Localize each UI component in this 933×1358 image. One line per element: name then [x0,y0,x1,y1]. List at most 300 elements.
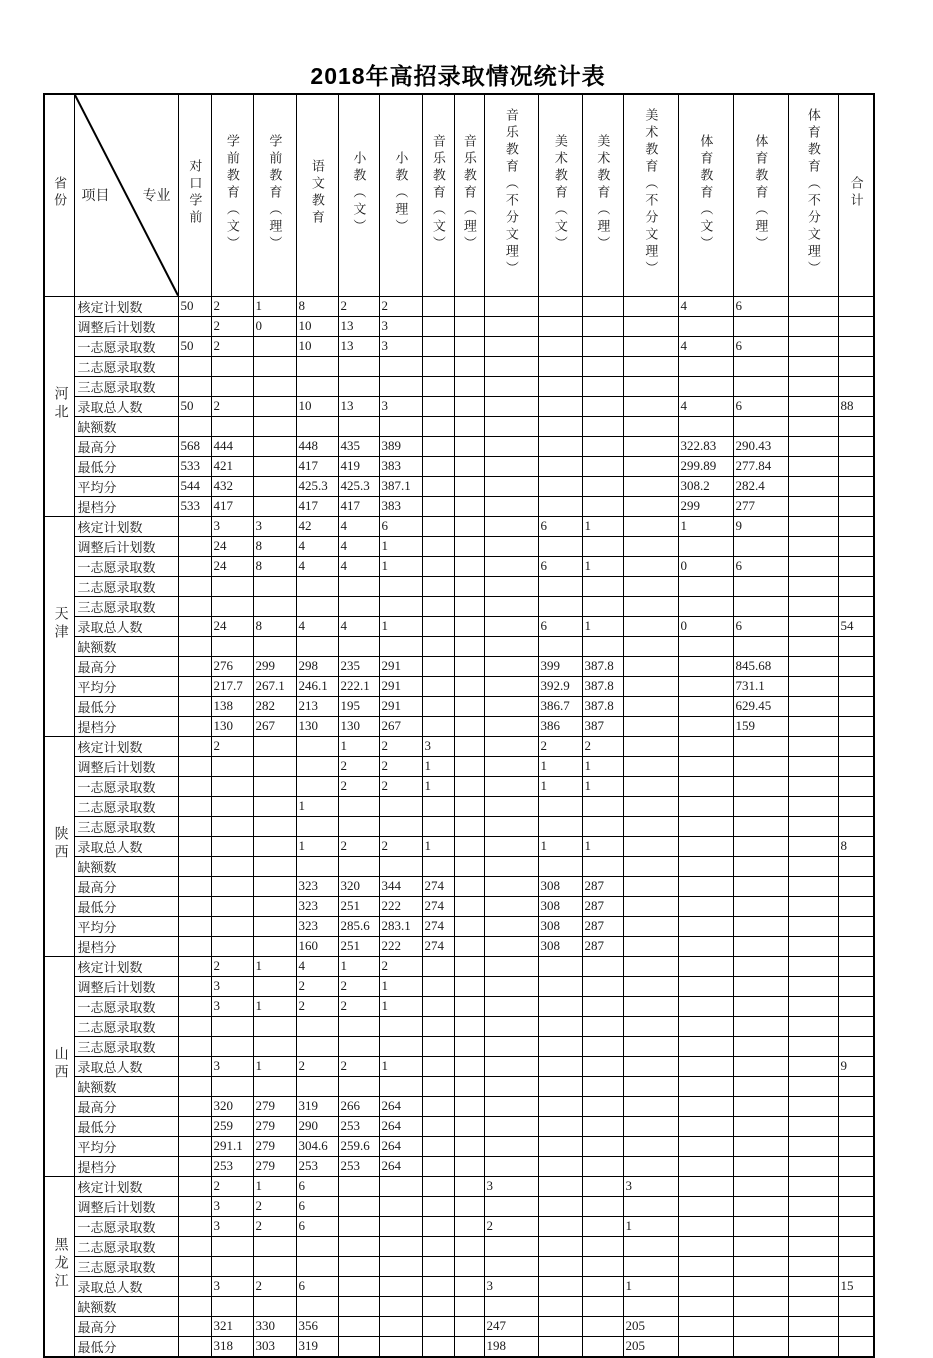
value-cell [623,1136,678,1156]
value-cell [484,716,538,736]
page-title: 2018年高招录取情况统计表 [310,63,606,89]
value-cell [379,576,422,596]
value-cell: 4 [296,956,338,976]
value-cell [678,1216,733,1236]
value-cell: 4 [678,396,733,416]
column-header: 美术教育（不分文理） [623,94,678,296]
value-cell [733,836,788,856]
value-cell [678,856,733,876]
value-cell [623,856,678,876]
value-cell [454,936,484,956]
value-cell [623,436,678,456]
value-cell [178,656,211,676]
table-row [44,656,874,676]
value-cell: 3 [211,1276,253,1296]
value-cell [211,576,253,596]
value-cell [788,856,838,876]
value-cell [838,876,874,896]
value-cell: 10 [296,336,338,356]
value-cell [538,1136,582,1156]
table-row [44,536,874,556]
value-cell [733,1296,788,1316]
value-cell [422,1276,454,1296]
column-header: 体育教育（不分文理） [788,94,838,296]
value-cell [538,1236,582,1256]
value-cell [484,736,538,756]
value-cell [582,1136,623,1156]
value-cell [454,456,484,476]
value-cell [178,936,211,956]
value-cell: 0 [253,316,296,336]
row-label: 三志愿录取数 [74,816,178,836]
value-cell [788,956,838,976]
value-cell: 308 [538,896,582,916]
value-cell [733,1116,788,1136]
value-cell [422,1056,454,1076]
value-cell [788,616,838,636]
value-cell [253,896,296,916]
value-cell [678,716,733,736]
value-cell [422,516,454,536]
value-cell [623,296,678,316]
value-cell [582,856,623,876]
value-cell: 2 [338,776,379,796]
value-cell: 2 [211,316,253,336]
value-cell [623,1056,678,1076]
value-cell [838,476,874,496]
row-label: 最高分 [74,1096,178,1116]
value-cell [838,1256,874,1276]
value-cell [838,436,874,456]
value-cell [454,1256,484,1276]
table-row [44,456,874,476]
value-cell [838,296,874,316]
value-cell [454,696,484,716]
value-cell: 419 [338,456,379,476]
row-label: 调整后计划数 [74,316,178,336]
value-cell [678,356,733,376]
value-cell [788,416,838,436]
table-row [44,476,874,496]
value-cell [178,516,211,536]
value-cell [211,816,253,836]
value-cell: 4 [678,296,733,316]
value-cell [454,756,484,776]
value-cell [838,1316,874,1336]
value-cell [454,516,484,536]
row-label: 二志愿录取数 [74,356,178,376]
value-cell [422,716,454,736]
value-cell: 291 [379,696,422,716]
value-cell [788,1016,838,1036]
value-cell [379,1236,422,1256]
value-cell [623,356,678,376]
value-cell [582,1276,623,1296]
value-cell [733,736,788,756]
value-cell [422,376,454,396]
value-cell [538,1336,582,1357]
value-cell: 2 [296,996,338,1016]
table-row [44,856,874,876]
value-cell [733,1156,788,1176]
value-cell [178,1256,211,1276]
value-cell [678,316,733,336]
value-cell [623,496,678,516]
value-cell: 3 [211,1056,253,1076]
value-cell [678,1156,733,1176]
value-cell: 399 [538,656,582,676]
value-cell [484,776,538,796]
value-cell: 264 [379,1096,422,1116]
value-cell: 533 [178,456,211,476]
table-row [44,696,874,716]
value-cell [733,916,788,936]
header-row [44,94,874,296]
value-cell [538,796,582,816]
value-cell [788,896,838,916]
value-cell [538,376,582,396]
value-cell [678,996,733,1016]
value-cell [178,1076,211,1096]
value-cell: 6 [733,616,788,636]
value-cell: 3 [422,736,454,756]
corner-item-label: 项目 [81,189,110,205]
table-row [44,516,874,536]
value-cell [484,616,538,636]
row-label: 提档分 [74,936,178,956]
value-cell: 2 [296,1056,338,1076]
value-cell [338,356,379,376]
value-cell [582,456,623,476]
value-cell [379,796,422,816]
value-cell: 253 [338,1156,379,1176]
value-cell: 568 [178,436,211,456]
value-cell [623,416,678,436]
value-cell: 3 [211,516,253,536]
value-cell [538,576,582,596]
value-cell [253,1036,296,1056]
value-cell [788,296,838,316]
value-cell [338,1216,379,1236]
value-cell [788,596,838,616]
row-label: 一志愿录取数 [74,996,178,1016]
value-cell: 2 [484,1216,538,1236]
value-cell: 4 [338,536,379,556]
row-label: 录取总人数 [74,1056,178,1076]
value-cell: 4 [296,536,338,556]
value-cell: 24 [211,556,253,576]
value-cell [538,1196,582,1216]
value-cell [582,476,623,496]
value-cell [678,1036,733,1056]
value-cell [623,516,678,536]
row-label: 录取总人数 [74,836,178,856]
value-cell [253,356,296,376]
value-cell [838,716,874,736]
table-row [44,916,874,936]
value-cell [484,576,538,596]
value-cell: 138 [211,696,253,716]
value-cell [484,296,538,316]
table-row [44,1276,874,1296]
value-cell [178,876,211,896]
value-cell: 8 [296,296,338,316]
value-cell [211,1236,253,1256]
value-cell: 1 [253,1056,296,1076]
value-cell [178,1196,211,1216]
value-cell [454,1016,484,1036]
value-cell [538,856,582,876]
value-cell: 4 [338,516,379,536]
value-cell [454,876,484,896]
value-cell: 2 [582,736,623,756]
value-cell [788,996,838,1016]
value-cell: 24 [211,536,253,556]
value-cell: 205 [623,1316,678,1336]
value-cell [422,1296,454,1316]
value-cell [211,1256,253,1276]
value-cell [582,1076,623,1096]
value-cell [582,576,623,596]
value-cell [484,416,538,436]
value-cell: 217.7 [211,676,253,696]
value-cell: 279 [253,1116,296,1136]
row-label: 最高分 [74,1316,178,1336]
value-cell [454,856,484,876]
table-row [44,356,874,376]
value-cell [422,1136,454,1156]
value-cell [422,1096,454,1116]
table-row [44,956,874,976]
value-cell [788,496,838,516]
value-cell [422,1196,454,1216]
value-cell [582,976,623,996]
value-cell [733,1196,788,1216]
value-cell [733,1316,788,1336]
value-cell [788,1296,838,1316]
value-cell [338,796,379,816]
value-cell [623,1156,678,1176]
value-cell [678,696,733,716]
value-cell: 283.1 [379,916,422,936]
value-cell: 3 [484,1176,538,1196]
value-cell [484,596,538,616]
value-cell [788,376,838,396]
value-cell [678,1316,733,1336]
value-cell [838,536,874,556]
value-cell [678,956,733,976]
value-cell [484,476,538,496]
value-cell: 247 [484,1316,538,1336]
table-row [44,1256,874,1276]
value-cell [623,1256,678,1276]
row-label: 缺额数 [74,416,178,436]
value-cell [838,656,874,676]
value-cell: 323 [296,876,338,896]
value-cell [788,1156,838,1176]
value-cell: 3 [484,1276,538,1296]
value-cell [733,956,788,976]
value-cell: 425.3 [296,476,338,496]
value-cell [582,316,623,336]
table-row [44,436,874,456]
row-label: 二志愿录取数 [74,1016,178,1036]
value-cell [253,336,296,356]
row-label: 三志愿录取数 [74,596,178,616]
value-cell: 308 [538,936,582,956]
value-cell [422,816,454,836]
value-cell: 3 [379,316,422,336]
value-cell [582,1236,623,1256]
value-cell: 421 [211,456,253,476]
value-cell: 282.4 [733,476,788,496]
value-cell [454,396,484,416]
value-cell [211,776,253,796]
value-cell: 386.7 [538,696,582,716]
value-cell [178,356,211,376]
value-cell [623,1096,678,1116]
value-cell [838,336,874,356]
value-cell [379,1296,422,1316]
value-cell [582,296,623,316]
value-cell [178,1136,211,1156]
value-cell [422,856,454,876]
value-cell: 2 [253,1216,296,1236]
value-cell [253,776,296,796]
value-cell [838,556,874,576]
value-cell: 3 [211,976,253,996]
value-cell [582,1216,623,1236]
value-cell [582,356,623,376]
value-cell [454,1116,484,1136]
value-cell: 3 [379,336,422,356]
value-cell: 344 [379,876,422,896]
value-cell [253,576,296,596]
table-row [44,396,874,416]
value-cell [582,396,623,416]
value-cell [788,436,838,456]
value-cell [838,976,874,996]
value-cell [788,316,838,336]
value-cell [733,1236,788,1256]
value-cell: 291 [379,656,422,676]
row-label: 缺额数 [74,636,178,656]
table-row [44,996,874,1016]
value-cell [178,616,211,636]
value-cell [484,1236,538,1256]
value-cell [379,1276,422,1296]
value-cell [733,1216,788,1236]
value-cell [838,1196,874,1216]
value-cell [454,1196,484,1216]
row-label: 平均分 [74,1136,178,1156]
row-label: 缺额数 [74,856,178,876]
value-cell: 417 [296,496,338,516]
value-cell [623,676,678,696]
value-cell [538,436,582,456]
value-cell [678,576,733,596]
column-header: 音乐教育（文） [422,94,454,296]
value-cell [733,1036,788,1056]
value-cell [178,1296,211,1316]
value-cell [678,1076,733,1096]
value-cell [838,856,874,876]
value-cell [623,556,678,576]
value-cell [538,496,582,516]
value-cell [733,876,788,896]
value-cell [678,1056,733,1076]
value-cell: 10 [296,396,338,416]
value-cell [733,636,788,656]
value-cell [454,576,484,596]
value-cell [422,416,454,436]
value-cell [838,1296,874,1316]
value-cell: 2 [379,776,422,796]
column-header: 体育教育（文） [678,94,733,296]
column-header: 音乐教育（理） [454,94,484,296]
value-cell [838,1336,874,1357]
value-cell [623,776,678,796]
value-cell [454,656,484,676]
value-cell [454,896,484,916]
value-cell [178,856,211,876]
value-cell: 1 [338,956,379,976]
value-cell [538,1116,582,1136]
value-cell: 323 [296,896,338,916]
value-cell [788,556,838,576]
value-cell [538,336,582,356]
value-cell [178,776,211,796]
value-cell [838,956,874,976]
column-header: 语文教育 [296,94,338,296]
value-cell: 3 [623,1176,678,1196]
value-cell [379,376,422,396]
value-cell [253,436,296,456]
value-cell [678,1096,733,1116]
value-cell [838,496,874,516]
value-cell: 387.8 [582,676,623,696]
value-cell [211,1016,253,1036]
value-cell [422,976,454,996]
value-cell: 282 [253,696,296,716]
value-cell [422,536,454,556]
value-cell: 50 [178,396,211,416]
value-cell [788,1076,838,1096]
value-cell [338,1016,379,1036]
value-cell [454,956,484,976]
value-cell: 130 [338,716,379,736]
value-cell: 1 [379,556,422,576]
value-cell: 54 [838,616,874,636]
value-cell: 13 [338,316,379,336]
row-label: 最高分 [74,876,178,896]
value-cell [788,576,838,596]
value-cell [538,296,582,316]
column-header: 音乐教育（不分文理） [484,94,538,296]
value-cell [253,376,296,396]
value-cell [788,1336,838,1357]
value-cell: 266 [338,1096,379,1116]
value-cell [623,536,678,556]
value-cell [582,996,623,1016]
row-label: 三志愿录取数 [74,376,178,396]
table-row [44,1136,874,1156]
value-cell: 417 [211,496,253,516]
value-cell [733,756,788,776]
value-cell: 291 [379,676,422,696]
table-row [44,976,874,996]
value-cell [296,816,338,836]
